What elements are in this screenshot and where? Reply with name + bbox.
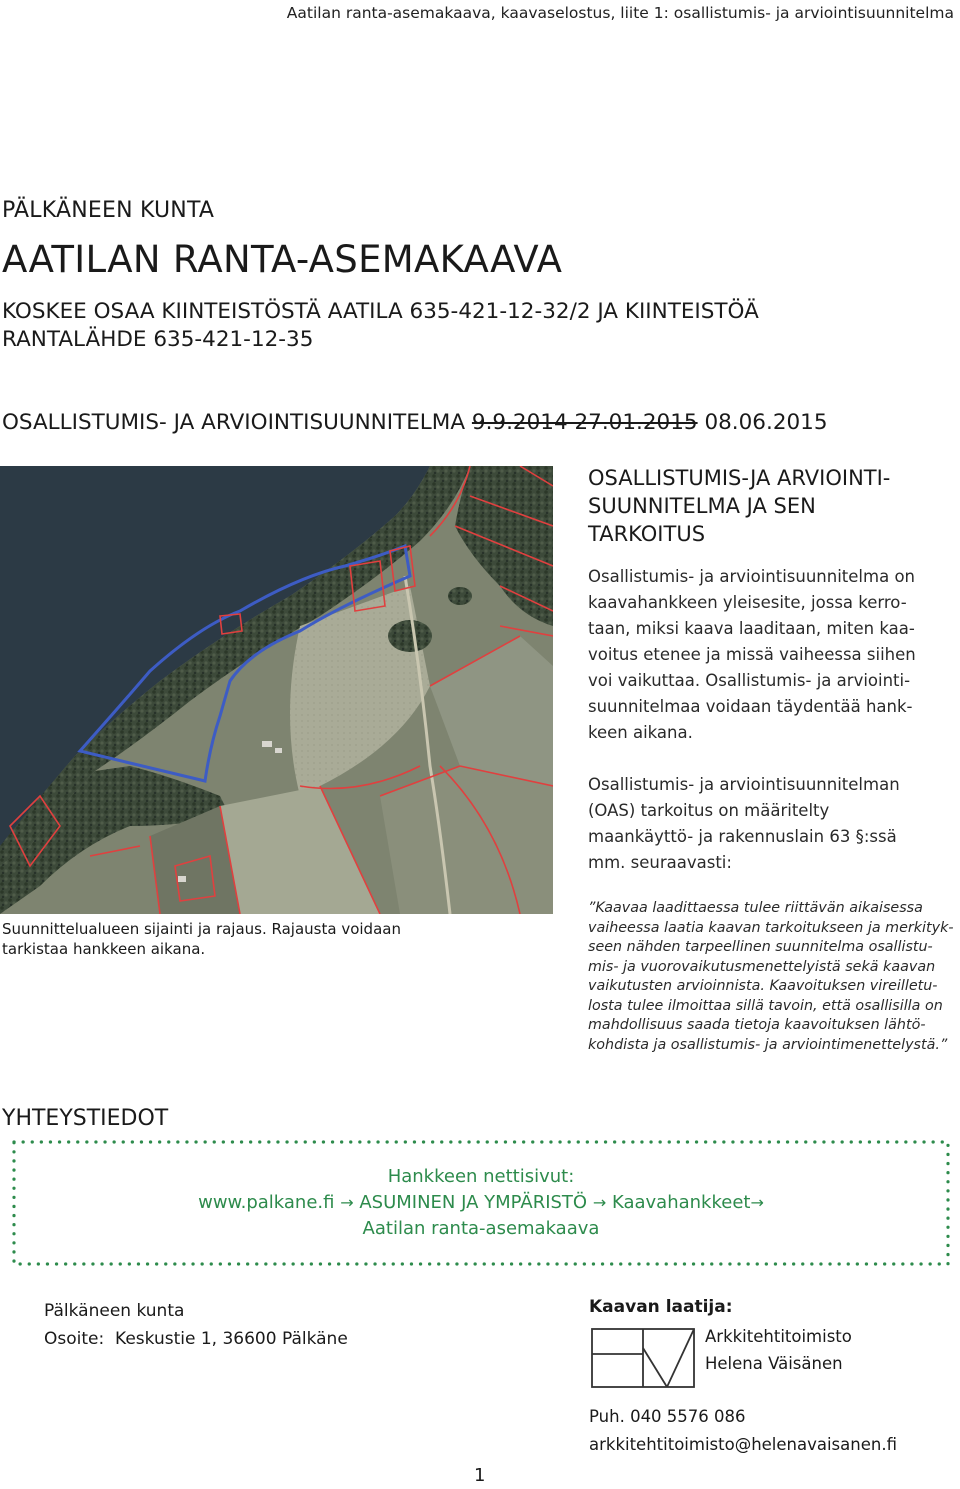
text-line: voi vaikuttaa. Osallistumis- ja arviointi- xyxy=(588,671,911,690)
oas-date-line xyxy=(2,410,828,435)
planner-label: Kaavan laatija: xyxy=(589,1297,733,1317)
contact-heading: YHTEYSTIEDOT xyxy=(2,1106,169,1131)
section-heading xyxy=(588,464,948,548)
text-line: mm. seuraavasti: xyxy=(588,853,732,872)
arrow-right-icon: → xyxy=(592,1193,607,1212)
hv-logo-mark xyxy=(591,1328,695,1388)
site-link[interactable]: www.palkane.fi xyxy=(198,1192,335,1213)
caption-line: tarkistaa hankkeen aikana. xyxy=(2,940,206,958)
subtitle-line: KOSKEE OSAA KIINTEISTÖSTÄ AATILA 635-421-12-32/2 JA KIINTEISTÖÄ xyxy=(2,299,759,324)
crumb-kaavahankkeet[interactable]: Kaavahankkeet xyxy=(611,1192,751,1213)
planner-contact xyxy=(589,1403,897,1459)
contact-address-line xyxy=(44,1325,348,1353)
hv-logo xyxy=(591,1328,695,1392)
aerial-map xyxy=(0,466,553,914)
quote-line: vaiheessa laatia kaavan tarkoitukseen ja merkityk- xyxy=(588,919,954,936)
oas-label: OSALLISTUMIS- JA ARVIOINTISUUNNITELMA xyxy=(2,410,466,435)
text-line: suunnitelmaa voidaan täydentää hank- xyxy=(588,697,913,716)
address-label: Osoite: xyxy=(44,1329,105,1349)
quote-line: seen nähden tarpeellinen suunnitelma osallistu- xyxy=(588,939,933,955)
firm-line: Helena Väisänen xyxy=(705,1354,843,1373)
running-header: Aatilan ranta-asemakaava, kaavaselostus, liite 1: osallistumis- ja arviointisuunnitelma xyxy=(286,4,954,22)
crumb-asuminen[interactable]: ASUMINEN JA YMPÄRISTÖ xyxy=(359,1192,588,1213)
text-line: taan, miksi kaava laaditaan, miten kaa- xyxy=(588,619,915,638)
legal-paragraph xyxy=(588,772,958,876)
text-line: (OAS) tarkoitus on määritelty xyxy=(588,801,830,820)
text-line: kaavahankkeen yleisesite, jossa kerro- xyxy=(588,593,907,612)
phone-number: Puh. 040 5576 086 xyxy=(589,1407,746,1426)
subtitle-line: RANTALÄHDE 635-421-12-35 xyxy=(2,327,314,352)
subtitle xyxy=(2,298,902,354)
text-line: Osallistumis- ja arviointisuunnitelma on xyxy=(588,567,915,586)
municipality-name: PÄLKÄNEEN KUNTA xyxy=(2,198,215,223)
quote-line: mis- ja vuorovaikutusmenettelyistä sekä kaavan xyxy=(588,958,936,975)
text-line: Osallistumis- ja arviointisuunnitelman xyxy=(588,775,900,794)
quote-line: losta tulee ilmoittaa sillä tavoin, että osallisilla on xyxy=(588,997,943,1014)
caption-line: Suunnittelualueen sijainti ja rajaus. Rajausta voidaan xyxy=(2,920,401,938)
email-link[interactable]: arkkitehtitoimisto@helenavaisanen.fi xyxy=(589,1435,897,1454)
planner-firm xyxy=(705,1323,852,1377)
intro-paragraph xyxy=(588,564,958,746)
web-label: Hankkeen nettisivut: xyxy=(387,1166,575,1187)
page-title: AATILAN RANTA-ASEMAKAAVA xyxy=(2,238,563,281)
arrow-right-icon: → xyxy=(340,1193,354,1212)
firm-line: Arkkitehtitoimisto xyxy=(705,1327,852,1346)
heading-line: SUUNNITELMA JA SEN xyxy=(588,494,816,518)
text-line: maankäyttö- ja rakennuslain 63 §:ssä xyxy=(588,827,897,846)
heading-line: TARKOITUS xyxy=(588,522,706,546)
text-line: voitus etenee ja missä vaiheessa siihen xyxy=(588,645,916,664)
text-line: keen aikana. xyxy=(588,723,693,742)
map-caption xyxy=(2,919,402,959)
contact-org: Pälkäneen kunta xyxy=(44,1301,185,1321)
aerial-map-image xyxy=(0,466,553,914)
web-info xyxy=(12,1164,950,1242)
quote-line: ”Kaavaa laadittaessa tulee riittävän aikaisessa xyxy=(588,900,923,916)
quote-line: kohdista ja osallistumis- ja arviointimenettelystä.” xyxy=(588,1036,948,1053)
quote-line: vaikutusten arvioinnista. Kaavoituksen vireilletu- xyxy=(588,978,938,994)
law-quote xyxy=(588,899,958,1055)
quote-line: mahdollisuus saada tietoja kaavoituksen lähtö- xyxy=(588,1017,926,1033)
heading-line: OSALLISTUMIS-JA ARVIOINTI- xyxy=(588,466,891,490)
municipality-contact xyxy=(44,1297,348,1353)
address-value: Keskustie 1, 36600 Pälkäne xyxy=(115,1329,348,1349)
crumb-aatila[interactable]: Aatilan ranta-asemakaava xyxy=(362,1218,600,1239)
oas-current-date: 08.06.2015 xyxy=(704,410,828,435)
arrow-right-icon: → xyxy=(750,1193,764,1212)
page-number: 1 xyxy=(474,1465,486,1486)
oas-old-dates: 9.9.2014 27.01.2015 xyxy=(471,410,698,435)
web-path xyxy=(12,1190,950,1216)
